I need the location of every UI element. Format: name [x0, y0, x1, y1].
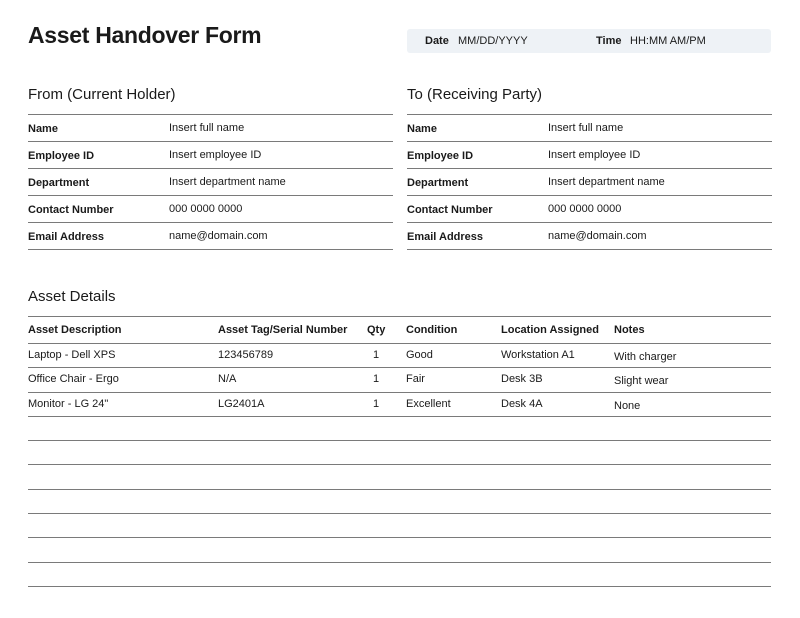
- column-header: Qty: [367, 324, 386, 336]
- field-label: Contact Number: [28, 204, 114, 216]
- asset-tag-cell[interactable]: LG2401A: [218, 397, 265, 410]
- qty-cell[interactable]: 1: [373, 373, 380, 386]
- empty-table-row[interactable]: [28, 563, 771, 587]
- column-header: Asset Description: [28, 324, 122, 336]
- from-row-email: [28, 223, 393, 250]
- empty-table-row[interactable]: [28, 441, 771, 465]
- notes-cell[interactable]: None: [614, 399, 641, 412]
- to-contact-field[interactable]: 000 0000 0000: [548, 203, 622, 215]
- empty-table-row[interactable]: [28, 538, 771, 562]
- to-heading: To (Receiving Party): [407, 86, 543, 103]
- field-label: Name: [28, 123, 58, 135]
- table-row: [28, 368, 771, 392]
- asset-details-heading: Asset Details: [28, 288, 116, 305]
- location-cell[interactable]: Desk 4A: [501, 397, 543, 410]
- to-employee-id-field[interactable]: Insert employee ID: [548, 149, 641, 161]
- condition-cell[interactable]: Fair: [406, 373, 425, 386]
- to-section: [407, 114, 772, 250]
- condition-cell[interactable]: Good: [406, 349, 433, 361]
- asset-description-cell[interactable]: Monitor - LG 24": [28, 397, 109, 410]
- from-department-field[interactable]: Insert department name: [169, 176, 286, 188]
- table-row: [28, 393, 771, 417]
- column-header: Notes: [614, 324, 645, 336]
- column-header: Condition: [406, 324, 458, 336]
- condition-cell[interactable]: Excellent: [406, 397, 451, 410]
- to-row-employee-id: [407, 142, 772, 169]
- field-label: Department: [28, 177, 90, 189]
- asset-tag-cell[interactable]: 123456789: [218, 349, 274, 361]
- asset-table-header: [28, 316, 771, 344]
- from-contact-field[interactable]: 000 0000 0000: [169, 203, 243, 215]
- from-row-name: [28, 114, 393, 142]
- to-department-field[interactable]: Insert department name: [548, 176, 665, 188]
- to-row-email: [407, 223, 772, 250]
- table-row: [28, 344, 771, 368]
- field-label: Contact Number: [407, 204, 493, 216]
- field-label: Department: [407, 177, 469, 189]
- from-row-employee-id: [28, 142, 393, 169]
- time-field[interactable]: HH:MM AM/PM: [630, 35, 706, 47]
- location-cell[interactable]: Workstation A1: [501, 349, 575, 361]
- notes-cell[interactable]: Slight wear: [614, 375, 669, 388]
- field-label: Employee ID: [407, 150, 474, 162]
- empty-table-row[interactable]: [28, 514, 771, 538]
- column-header: Asset Tag/Serial Number: [218, 324, 348, 336]
- date-label: Date: [425, 35, 449, 47]
- to-row-department: [407, 169, 772, 196]
- to-row-contact: [407, 196, 772, 223]
- asset-description-cell[interactable]: Office Chair - Ergo: [28, 373, 119, 386]
- field-label: Employee ID: [28, 150, 95, 162]
- date-time-bar: [407, 29, 771, 53]
- to-row-name: [407, 114, 772, 142]
- to-name-field[interactable]: Insert full name: [548, 122, 624, 134]
- empty-table-row[interactable]: [28, 490, 771, 514]
- from-heading: From (Current Holder): [28, 86, 176, 103]
- from-row-contact: [28, 196, 393, 223]
- date-field[interactable]: MM/DD/YYYY: [458, 35, 528, 47]
- qty-cell[interactable]: 1: [373, 349, 380, 361]
- empty-table-row[interactable]: [28, 417, 771, 441]
- form-title: Asset Handover Form: [28, 22, 262, 48]
- notes-cell[interactable]: With charger: [614, 351, 677, 363]
- qty-cell[interactable]: 1: [373, 397, 380, 410]
- field-label: Email Address: [407, 231, 484, 243]
- from-email-field[interactable]: name@domain.com: [169, 230, 268, 242]
- field-label: Name: [407, 123, 437, 135]
- column-header: Location Assigned: [501, 324, 599, 336]
- asset-tag-cell[interactable]: N/A: [218, 373, 237, 386]
- field-label: Email Address: [28, 231, 105, 243]
- asset-description-cell[interactable]: Laptop - Dell XPS: [28, 349, 116, 361]
- from-section: [28, 114, 393, 250]
- time-label: Time: [596, 35, 622, 47]
- from-name-field[interactable]: Insert full name: [169, 122, 245, 134]
- to-email-field[interactable]: name@domain.com: [548, 230, 647, 242]
- from-row-department: [28, 169, 393, 196]
- empty-table-row[interactable]: [28, 465, 771, 489]
- location-cell[interactable]: Desk 3B: [501, 373, 543, 386]
- asset-table: [28, 316, 771, 587]
- from-employee-id-field[interactable]: Insert employee ID: [169, 149, 262, 161]
